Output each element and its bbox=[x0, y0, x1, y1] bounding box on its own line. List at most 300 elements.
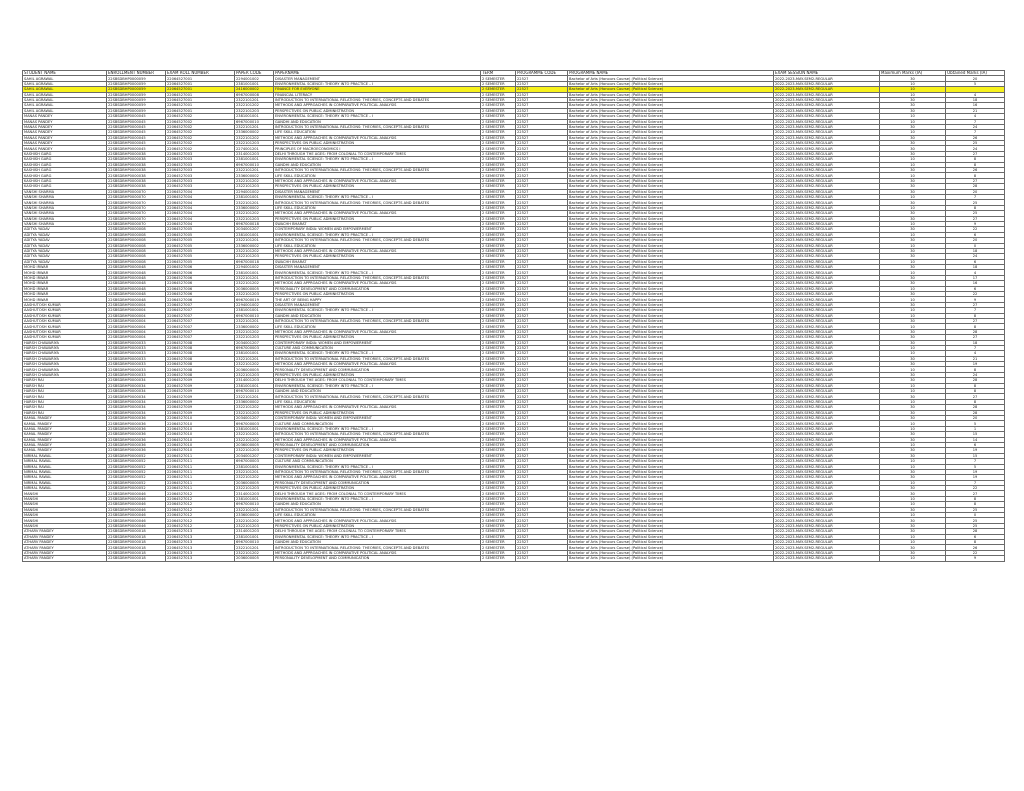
maximum-marks-cell: 10 bbox=[880, 286, 946, 291]
programme-name-cell: Bachelor of Arts (Honours Course) (Political Science) bbox=[568, 227, 774, 232]
programme-code-cell: 22527 bbox=[516, 545, 568, 550]
paper-name-cell: PERSPECTIVES ON PUBLIC ADMINISTRATION bbox=[274, 141, 481, 146]
obtained-marks-cell: 8 bbox=[946, 157, 1005, 162]
term-cell: 2 SEMESTER bbox=[481, 335, 516, 340]
maximum-marks-cell: 10 bbox=[880, 513, 946, 518]
enrollment-number-cell: 22SBSDBHP0000052 bbox=[107, 480, 166, 485]
maximum-marks-cell: 30 bbox=[880, 545, 946, 550]
exam-roll-number-cell: 22064527008 bbox=[166, 362, 235, 367]
paper-code-cell: 2381001001 bbox=[235, 232, 274, 237]
marks-table bbox=[22, 70, 1005, 562]
student-name-cell: MANAS PANDEY bbox=[23, 135, 107, 140]
enrollment-number-cell: 22SBSDBHP0000036 bbox=[107, 432, 166, 437]
programme-name-cell: Bachelor of Arts (Honours Course) (Political Science) bbox=[568, 130, 774, 135]
paper-name-cell: DISASTER MANAGEMENT bbox=[274, 265, 481, 270]
maximum-marks-cell: 10 bbox=[880, 92, 946, 97]
obtained-marks-cell: 8 bbox=[946, 313, 1005, 318]
maximum-marks-cell: 30 bbox=[880, 227, 946, 232]
term-cell: 2 SEMESTER bbox=[481, 286, 516, 291]
enrollment-number-cell: 22SBSDBHP0000008 bbox=[107, 259, 166, 264]
obtained-marks-cell: 19 bbox=[946, 362, 1005, 367]
exam-roll-number-cell: 22064527002 bbox=[166, 135, 235, 140]
programme-name-cell: Bachelor of Arts (Honours Course) (Political Science) bbox=[568, 442, 774, 447]
exam-roll-number-cell: 22064527009 bbox=[166, 389, 235, 394]
term-cell: 2 SEMESTER bbox=[481, 270, 516, 275]
enrollment-number-cell: 22SBSDBHP0000018 bbox=[107, 550, 166, 555]
student-name-cell: AASHUTOSH KUMAR bbox=[23, 324, 107, 329]
student-name-cell: AASHUTOSH KUMAR bbox=[23, 318, 107, 323]
exam-session-cell: 2022-2023-MAY-SEM2-REGULAR bbox=[774, 556, 880, 561]
programme-name-cell: Bachelor of Arts (Honours Course) (Political Science) bbox=[568, 108, 774, 113]
student-name-cell: VANSHI SHARMA bbox=[23, 200, 107, 205]
maximum-marks-cell: 10 bbox=[880, 556, 946, 561]
paper-name-cell: METHODS AND APPROACHES IN COMPARATIVE POLITICAL ANALYSIS bbox=[274, 103, 481, 108]
exam-session-cell: 2022-2023-MAY-SEM2-REGULAR bbox=[774, 87, 880, 92]
student-name-cell: MANSHI bbox=[23, 513, 107, 518]
programme-name-cell: Bachelor of Arts (Honours Course) (Political Science) bbox=[568, 308, 774, 313]
exam-session-cell: 2022-2023-MAY-SEM2-REGULAR bbox=[774, 97, 880, 102]
maximum-marks-cell: 30 bbox=[880, 410, 946, 415]
term-cell: 2 SEMESTER bbox=[481, 259, 516, 264]
maximum-marks-cell: 30 bbox=[880, 362, 946, 367]
exam-roll-number-cell: 22064527009 bbox=[166, 405, 235, 410]
programme-code-cell: 22527 bbox=[516, 270, 568, 275]
paper-name-cell: METHODS AND APPROACHES IN COMPARATIVE POLITICAL ANALYSIS bbox=[274, 550, 481, 555]
enrollment-number-cell: 22SBSDBHP0000034 bbox=[107, 405, 166, 410]
obtained-marks-cell: 1 bbox=[946, 426, 1005, 431]
paper-code-cell: 6967000010 bbox=[235, 162, 274, 167]
paper-name-cell: ENVIRONMENTAL SCIENCE: THEORY INTO PRACTICE – I bbox=[274, 81, 481, 86]
exam-roll-number-cell: 22064527013 bbox=[166, 545, 235, 550]
paper-name-cell: PERSONALITY DEVELOPMENT AND COMMUNICATION bbox=[274, 442, 481, 447]
maximum-marks-cell: 30 bbox=[880, 97, 946, 102]
obtained-marks-cell: 20 bbox=[946, 238, 1005, 243]
programme-code-cell: 22527 bbox=[516, 119, 568, 124]
student-name-cell: KASHISH GARG bbox=[23, 162, 107, 167]
exam-roll-number-cell: 22064527003 bbox=[166, 168, 235, 173]
programme-code-cell: 22527 bbox=[516, 367, 568, 372]
enrollment-number-cell: 22SBSDBHP0000008 bbox=[107, 227, 166, 232]
term-cell: 2 SEMESTER bbox=[481, 238, 516, 243]
enrollment-number-cell: 22SBSDBHP0000033 bbox=[107, 356, 166, 361]
paper-name-cell: METHODS AND APPROACHES IN COMPARATIVE POLITICAL ANALYSIS bbox=[274, 281, 481, 286]
obtained-marks-cell: 8 bbox=[946, 205, 1005, 210]
programme-code-cell: 22527 bbox=[516, 378, 568, 383]
exam-session-cell: 2022-2023-MAY-SEM2-REGULAR bbox=[774, 340, 880, 345]
term-cell: 2 SEMESTER bbox=[481, 243, 516, 248]
paper-name-cell: SWACHH BHARAT bbox=[274, 221, 481, 226]
obtained-marks-cell: 21 bbox=[946, 108, 1005, 113]
paper-name-cell: METHODS AND APPROACHES IN COMPARATIVE POLITICAL ANALYSIS bbox=[274, 178, 481, 183]
obtained-marks-cell: 25 bbox=[946, 200, 1005, 205]
programme-name-cell: Bachelor of Arts (Honours Course) (Political Science) bbox=[568, 335, 774, 340]
programme-code-cell: 22527 bbox=[516, 556, 568, 561]
maximum-marks-cell: 30 bbox=[880, 211, 946, 216]
paper-name-cell: ENVIRONMENTAL SCIENCE: THEORY INTO PRACTICE – I bbox=[274, 114, 481, 119]
paper-code-cell: 2322101201 bbox=[235, 275, 274, 280]
student-name-cell: ATHARV PANDEY bbox=[23, 545, 107, 550]
programme-code-cell: 22527 bbox=[516, 265, 568, 270]
programme-name-cell: Bachelor of Arts (Honours Course) (Political Science) bbox=[568, 416, 774, 421]
exam-roll-number-cell: 22064527004 bbox=[166, 216, 235, 221]
student-name-cell: ADITYA YADAV bbox=[23, 254, 107, 259]
programme-name-cell: Bachelor of Arts (Honours Course) (Political Science) bbox=[568, 464, 774, 469]
enrollment-number-cell: 22SBSDBHP0000018 bbox=[107, 539, 166, 544]
obtained-marks-cell: 8 bbox=[946, 383, 1005, 388]
exam-roll-number-cell: 22064527001 bbox=[166, 76, 235, 81]
student-name-cell: MOHD IRWAR bbox=[23, 297, 107, 302]
obtained-marks-cell: 14 bbox=[946, 437, 1005, 442]
paper-name-cell: DISASTER MANAGEMENT bbox=[274, 189, 481, 194]
term-cell: 2 SEMESTER bbox=[481, 114, 516, 119]
enrollment-number-cell: 22SBSDBHP0000070 bbox=[107, 205, 166, 210]
exam-roll-number-cell: 22064527013 bbox=[166, 539, 235, 544]
term-cell: 2 SEMESTER bbox=[481, 356, 516, 361]
paper-name-cell: GANDHI AND EDUCATION bbox=[274, 313, 481, 318]
programme-code-cell: 22527 bbox=[516, 157, 568, 162]
student-name-cell: HARSH RAI bbox=[23, 394, 107, 399]
programme-code-cell: 22527 bbox=[516, 335, 568, 340]
enrollment-number-cell: 22SBSDBHP0000034 bbox=[107, 410, 166, 415]
exam-roll-number-cell: 22064527005 bbox=[166, 232, 235, 237]
exam-session-cell: 2022-2023-MAY-SEM2-REGULAR bbox=[774, 448, 880, 453]
exam-roll-number-cell: 22064527008 bbox=[166, 372, 235, 377]
paper-name-cell: PERSONALITY DEVELOPMENT AND COMMUNICATION bbox=[274, 556, 481, 561]
paper-name-cell: GANDHI AND EDUCATION bbox=[274, 162, 481, 167]
enrollment-number-cell: 22SBSDBHP0000033 bbox=[107, 367, 166, 372]
enrollment-number-cell: 22SBSDBHP0000059 bbox=[107, 97, 166, 102]
term-cell: 2 SEMESTER bbox=[481, 502, 516, 507]
student-name-cell: ATHARV PANDEY bbox=[23, 534, 107, 539]
programme-name-cell: Bachelor of Arts (Honours Course) (Political Science) bbox=[568, 318, 774, 323]
exam-session-cell: 2022-2023-MAY-SEM2-REGULAR bbox=[774, 265, 880, 270]
student-name-cell: MANAS PANDEY bbox=[23, 130, 107, 135]
exam-session-cell: 2022-2023-MAY-SEM2-REGULAR bbox=[774, 297, 880, 302]
programme-code-cell: 22527 bbox=[516, 475, 568, 480]
paper-code-cell: 2322101202 bbox=[235, 248, 274, 253]
exam-roll-number-cell: 22064527007 bbox=[166, 313, 235, 318]
exam-roll-number-cell: 22064527005 bbox=[166, 243, 235, 248]
exam-session-cell: 2022-2023-MAY-SEM2-REGULAR bbox=[774, 405, 880, 410]
paper-name-cell: METHODS AND APPROACHES IN COMPARATIVE POLITICAL ANALYSIS bbox=[274, 437, 481, 442]
enrollment-number-cell: 22SBSDBHP0000048 bbox=[107, 270, 166, 275]
programme-name-cell: Bachelor of Arts (Honours Course) (Political Science) bbox=[568, 297, 774, 302]
paper-code-cell: 2274001201 bbox=[235, 146, 274, 151]
paper-code-cell: 2322101203 bbox=[235, 254, 274, 259]
obtained-marks-cell: 24 bbox=[946, 124, 1005, 129]
paper-code-cell: 2322101202 bbox=[235, 103, 274, 108]
paper-code-cell: 6967000003 bbox=[235, 459, 274, 464]
student-name-cell: KAMAL PANDEY bbox=[23, 416, 107, 421]
programme-name-cell: Bachelor of Arts (Honours Course) (Political Science) bbox=[568, 254, 774, 259]
term-cell: 2 SEMESTER bbox=[481, 491, 516, 496]
student-name-cell: HARSH RAI bbox=[23, 405, 107, 410]
programme-name-cell: Bachelor of Arts (Honours Course) (Political Science) bbox=[568, 426, 774, 431]
maximum-marks-cell: 30 bbox=[880, 178, 946, 183]
programme-code-cell: 22527 bbox=[516, 345, 568, 350]
paper-code-cell: 2322101201 bbox=[235, 507, 274, 512]
enrollment-number-cell: 22SBSDBHP0000046 bbox=[107, 496, 166, 501]
exam-roll-number-cell: 22064527001 bbox=[166, 108, 235, 113]
exam-session-cell: 2022-2023-MAY-SEM2-REGULAR bbox=[774, 178, 880, 183]
term-cell: 2 SEMESTER bbox=[481, 459, 516, 464]
obtained-marks-cell: 7 bbox=[946, 459, 1005, 464]
programme-name-cell: Bachelor of Arts (Honours Course) (Political Science) bbox=[568, 194, 774, 199]
term-cell: 2 SEMESTER bbox=[481, 119, 516, 124]
obtained-marks-cell: 22 bbox=[946, 486, 1005, 491]
term-cell: 2 SEMESTER bbox=[481, 340, 516, 345]
exam-roll-number-cell: 22064527008 bbox=[166, 340, 235, 345]
enrollment-number-cell: 22SBSDBHP0000004 bbox=[107, 329, 166, 334]
programme-name-cell: Bachelor of Arts (Honours Course) (Political Science) bbox=[568, 238, 774, 243]
paper-name-cell: ENVIRONMENTAL SCIENCE: THEORY INTO PRACTICE – I bbox=[274, 464, 481, 469]
exam-session-cell: 2022-2023-MAY-SEM2-REGULAR bbox=[774, 205, 880, 210]
paper-name-cell: PERSPECTIVES ON PUBLIC ADMINISTRATION bbox=[274, 523, 481, 528]
paper-code-cell: 2036000005 bbox=[235, 556, 274, 561]
programme-name-cell: Bachelor of Arts (Honours Course) (Political Science) bbox=[568, 475, 774, 480]
paper-code-cell: 2036000005 bbox=[235, 367, 274, 372]
exam-session-cell: 2022-2023-MAY-SEM2-REGULAR bbox=[774, 135, 880, 140]
exam-session-cell: 2022-2023-MAY-SEM2-REGULAR bbox=[774, 162, 880, 167]
exam-roll-number-cell: 22064527003 bbox=[166, 162, 235, 167]
exam-session-cell: 2022-2023-MAY-SEM2-REGULAR bbox=[774, 345, 880, 350]
programme-name-cell: Bachelor of Arts (Honours Course) (Political Science) bbox=[568, 141, 774, 146]
paper-name-cell: PERSPECTIVES ON PUBLIC ADMINISTRATION bbox=[274, 254, 481, 259]
exam-session-cell: 2022-2023-MAY-SEM2-REGULAR bbox=[774, 194, 880, 199]
term-cell: 2 SEMESTER bbox=[481, 496, 516, 501]
term-cell: 2 SEMESTER bbox=[481, 200, 516, 205]
paper-name-cell: INTRODUCTION TO INTERNATIONAL RELATIONS: THEORIES, CONCEPTS AND DEBATES bbox=[274, 394, 481, 399]
paper-code-cell: 6967000010 bbox=[235, 313, 274, 318]
programme-name-cell: Bachelor of Arts (Honours Course) (Political Science) bbox=[568, 324, 774, 329]
col-enrollment-number: ENROLLMENT NUMBER bbox=[107, 71, 166, 76]
paper-code-cell: 2294001002 bbox=[235, 189, 274, 194]
col-obtained-marks: Obtained Marks (IA) bbox=[946, 71, 1005, 76]
programme-code-cell: 22527 bbox=[516, 410, 568, 415]
programme-name-cell: Bachelor of Arts (Honours Course) (Political Science) bbox=[568, 270, 774, 275]
enrollment-number-cell: 22SBSDBHP0000059 bbox=[107, 81, 166, 86]
enrollment-number-cell: 22SBSDBHP0000038 bbox=[107, 157, 166, 162]
exam-session-cell: 2022-2023-MAY-SEM2-REGULAR bbox=[774, 216, 880, 221]
paper-name-cell: ENVIRONMENTAL SCIENCE: THEORY INTO PRACTICE – I bbox=[274, 270, 481, 275]
paper-name-cell: ENVIRONMENTAL SCIENCE: THEORY INTO PRACTICE – I bbox=[274, 534, 481, 539]
obtained-marks-cell: 27 bbox=[946, 491, 1005, 496]
maximum-marks-cell: 30 bbox=[880, 518, 946, 523]
maximum-marks-cell: 10 bbox=[880, 345, 946, 350]
paper-name-cell: ENVIRONMENTAL SCIENCE: THEORY INTO PRACTICE – I bbox=[274, 496, 481, 501]
programme-name-cell: Bachelor of Arts (Honours Course) (Political Science) bbox=[568, 146, 774, 151]
maximum-marks-cell: 10 bbox=[880, 162, 946, 167]
paper-code-cell: 6967000010 bbox=[235, 502, 274, 507]
exam-session-cell: 2022-2023-MAY-SEM2-REGULAR bbox=[774, 502, 880, 507]
exam-session-cell: 2022-2023-MAY-SEM2-REGULAR bbox=[774, 351, 880, 356]
maximum-marks-cell: 10 bbox=[880, 534, 946, 539]
programme-name-cell: Bachelor of Arts (Honours Course) (Political Science) bbox=[568, 248, 774, 253]
paper-code-cell: 2322101202 bbox=[235, 329, 274, 334]
programme-name-cell: Bachelor of Arts (Honours Course) (Political Science) bbox=[568, 518, 774, 523]
paper-name-cell: METHODS AND APPROACHES IN COMPARATIVE POLITICAL ANALYSIS bbox=[274, 211, 481, 216]
paper-code-cell: 2322101203 bbox=[235, 372, 274, 377]
paper-code-cell: 2322101203 bbox=[235, 108, 274, 113]
paper-code-cell: 2322101202 bbox=[235, 437, 274, 442]
programme-name-cell: Bachelor of Arts (Honours Course) (Political Science) bbox=[568, 243, 774, 248]
programme-code-cell: 22527 bbox=[516, 173, 568, 178]
exam-roll-number-cell: 22064527005 bbox=[166, 227, 235, 232]
paper-name-cell: LIFE SKILL EDUCATION bbox=[274, 130, 481, 135]
maximum-marks-cell: 30 bbox=[880, 292, 946, 297]
programme-code-cell: 22527 bbox=[516, 459, 568, 464]
programme-code-cell: 22527 bbox=[516, 513, 568, 518]
maximum-marks-cell: 30 bbox=[880, 248, 946, 253]
programme-name-cell: Bachelor of Arts (Honours Course) (Political Science) bbox=[568, 178, 774, 183]
programme-code-cell: 22527 bbox=[516, 394, 568, 399]
paper-name-cell: LIFE SKILL EDUCATION bbox=[274, 173, 481, 178]
term-cell: 2 SEMESTER bbox=[481, 135, 516, 140]
term-cell: 2 SEMESTER bbox=[481, 141, 516, 146]
student-name-cell: AASHUTOSH KUMAR bbox=[23, 308, 107, 313]
maximum-marks-cell: 30 bbox=[880, 340, 946, 345]
paper-name-cell: PERSPECTIVES ON PUBLIC ADMINISTRATION bbox=[274, 335, 481, 340]
paper-name-cell: INTRODUCTION TO INTERNATIONAL RELATIONS: THEORIES, CONCEPTS AND DEBATES bbox=[274, 507, 481, 512]
obtained-marks-cell: 8 bbox=[946, 496, 1005, 501]
obtained-marks-cell: 27 bbox=[946, 318, 1005, 323]
obtained-marks-cell: 4 bbox=[946, 351, 1005, 356]
paper-code-cell: 2294001002 bbox=[235, 76, 274, 81]
exam-roll-number-cell: 22064527011 bbox=[166, 486, 235, 491]
enrollment-number-cell: 22SBSDBHP0000070 bbox=[107, 221, 166, 226]
enrollment-number-cell: 22SBSDBHP0000033 bbox=[107, 362, 166, 367]
exam-session-cell: 2022-2023-MAY-SEM2-REGULAR bbox=[774, 313, 880, 318]
obtained-marks-cell: 28 bbox=[946, 329, 1005, 334]
maximum-marks-cell: 10 bbox=[880, 114, 946, 119]
student-name-cell: HARSH RAI bbox=[23, 410, 107, 415]
paper-name-cell: METHODS AND APPROACHES IN COMPARATIVE POLITICAL ANALYSIS bbox=[274, 405, 481, 410]
maximum-marks-cell: 30 bbox=[880, 135, 946, 140]
exam-roll-number-cell: 22064527009 bbox=[166, 394, 235, 399]
exam-roll-number-cell: 22064527001 bbox=[166, 87, 235, 92]
enrollment-number-cell: 22SBSDBHP0000052 bbox=[107, 486, 166, 491]
programme-name-cell: Bachelor of Arts (Honours Course) (Political Science) bbox=[568, 496, 774, 501]
exam-session-cell: 2022-2023-MAY-SEM2-REGULAR bbox=[774, 243, 880, 248]
programme-code-cell: 22527 bbox=[516, 426, 568, 431]
term-cell: 2 SEMESTER bbox=[481, 184, 516, 189]
student-name-cell: NIRMAL RAWAL bbox=[23, 453, 107, 458]
paper-code-cell: 2336000002 bbox=[235, 243, 274, 248]
paper-name-cell: PRINCIPLES OF MACROECONOMICS I bbox=[274, 146, 481, 151]
programme-name-cell: Bachelor of Arts (Honours Course) (Political Science) bbox=[568, 389, 774, 394]
exam-session-cell: 2022-2023-MAY-SEM2-REGULAR bbox=[774, 248, 880, 253]
programme-code-cell: 22527 bbox=[516, 529, 568, 534]
programme-name-cell: Bachelor of Arts (Honours Course) (Political Science) bbox=[568, 205, 774, 210]
maximum-marks-cell: 30 bbox=[880, 318, 946, 323]
enrollment-number-cell: 22SBSDBHP0000038 bbox=[107, 151, 166, 156]
paper-code-cell: 2322101202 bbox=[235, 475, 274, 480]
programme-code-cell: 22527 bbox=[516, 340, 568, 345]
programme-name-cell: Bachelor of Arts (Honours Course) (Political Science) bbox=[568, 292, 774, 297]
maximum-marks-cell: 10 bbox=[880, 502, 946, 507]
term-cell: 2 SEMESTER bbox=[481, 87, 516, 92]
student-name-cell: MOHD IRWAR bbox=[23, 270, 107, 275]
programme-name-cell: Bachelor of Arts (Honours Course) (Political Science) bbox=[568, 513, 774, 518]
paper-name-cell: FINANCE FOR EVERYONE bbox=[274, 87, 481, 92]
paper-code-cell: 2322101201 bbox=[235, 356, 274, 361]
term-cell: 2 SEMESTER bbox=[481, 432, 516, 437]
paper-name-cell: PERSPECTIVES ON PUBLIC ADMINISTRATION bbox=[274, 410, 481, 415]
programme-code-cell: 22527 bbox=[516, 151, 568, 156]
maximum-marks-cell: 10 bbox=[880, 119, 946, 124]
programme-code-cell: 22527 bbox=[516, 486, 568, 491]
term-cell: 2 SEMESTER bbox=[481, 178, 516, 183]
programme-code-cell: 22527 bbox=[516, 92, 568, 97]
paper-code-cell: 2322101202 bbox=[235, 405, 274, 410]
paper-code-cell: 2322101203 bbox=[235, 523, 274, 528]
paper-code-cell: 2416000002 bbox=[235, 87, 274, 92]
enrollment-number-cell: 22SBSDBHP0000052 bbox=[107, 475, 166, 480]
maximum-marks-cell: 10 bbox=[880, 232, 946, 237]
enrollment-number-cell: 22SBSDBHP0000045 bbox=[107, 119, 166, 124]
paper-name-cell: ENVIRONMENTAL SCIENCE: THEORY INTO PRACTICE – I bbox=[274, 308, 481, 313]
maximum-marks-cell: 10 bbox=[880, 81, 946, 86]
exam-session-cell: 2022-2023-MAY-SEM2-REGULAR bbox=[774, 76, 880, 81]
programme-code-cell: 22527 bbox=[516, 383, 568, 388]
student-name-cell: KASHISH GARG bbox=[23, 184, 107, 189]
programme-name-cell: Bachelor of Arts (Honours Course) (Political Science) bbox=[568, 362, 774, 367]
programme-code-cell: 22527 bbox=[516, 189, 568, 194]
exam-session-cell: 2022-2023-MAY-SEM2-REGULAR bbox=[774, 270, 880, 275]
obtained-marks-cell: 28 bbox=[946, 378, 1005, 383]
maximum-marks-cell: 10 bbox=[880, 313, 946, 318]
maximum-marks-cell: 10 bbox=[880, 270, 946, 275]
enrollment-number-cell: 22SBSDBHP0000004 bbox=[107, 335, 166, 340]
programme-name-cell: Bachelor of Arts (Honours Course) (Political Science) bbox=[568, 87, 774, 92]
paper-name-cell: GANDHI AND EDUCATION bbox=[274, 502, 481, 507]
programme-code-cell: 22527 bbox=[516, 324, 568, 329]
exam-roll-number-cell: 22064527003 bbox=[166, 151, 235, 156]
programme-code-cell: 22527 bbox=[516, 308, 568, 313]
obtained-marks-cell: 6 bbox=[946, 534, 1005, 539]
col-paper-name: PAPERNAME bbox=[274, 71, 481, 76]
programme-name-cell: Bachelor of Arts (Honours Course) (Political Science) bbox=[568, 480, 774, 485]
exam-roll-number-cell: 22064527007 bbox=[166, 318, 235, 323]
enrollment-number-cell: 22SBSDBHP0000045 bbox=[107, 135, 166, 140]
obtained-marks-cell: 7 bbox=[946, 345, 1005, 350]
maximum-marks-cell: 30 bbox=[880, 356, 946, 361]
programme-name-cell: Bachelor of Arts (Honours Course) (Political Science) bbox=[568, 372, 774, 377]
programme-name-cell: Bachelor of Arts (Honours Course) (Political Science) bbox=[568, 221, 774, 226]
exam-roll-number-cell: 22064527012 bbox=[166, 491, 235, 496]
exam-session-cell: 2022-2023-MAY-SEM2-REGULAR bbox=[774, 507, 880, 512]
exam-session-cell: 2022-2023-MAY-SEM2-REGULAR bbox=[774, 173, 880, 178]
paper-name-cell: FINANCIAL LITERACY bbox=[274, 92, 481, 97]
programme-code-cell: 22527 bbox=[516, 313, 568, 318]
paper-name-cell: THE ART OF BEING HAPPY bbox=[274, 297, 481, 302]
paper-code-cell: 2322101201 bbox=[235, 200, 274, 205]
obtained-marks-cell: 26 bbox=[946, 168, 1005, 173]
exam-roll-number-cell: 22064527004 bbox=[166, 189, 235, 194]
student-name-cell: HARSH RAI bbox=[23, 389, 107, 394]
programme-name-cell: Bachelor of Arts (Honours Course) (Political Science) bbox=[568, 340, 774, 345]
programme-code-cell: 22527 bbox=[516, 421, 568, 426]
obtained-marks-cell: 8 bbox=[946, 324, 1005, 329]
obtained-marks-cell: 18 bbox=[946, 340, 1005, 345]
term-cell: 2 SEMESTER bbox=[481, 426, 516, 431]
enrollment-number-cell: 22SBSDBHP0000052 bbox=[107, 459, 166, 464]
exam-session-cell: 2022-2023-MAY-SEM2-REGULAR bbox=[774, 232, 880, 237]
paper-code-cell: 6967000003 bbox=[235, 421, 274, 426]
student-name-cell: ADITYA YADAV bbox=[23, 227, 107, 232]
obtained-marks-cell: 6 bbox=[946, 259, 1005, 264]
term-cell: 2 SEMESTER bbox=[481, 518, 516, 523]
